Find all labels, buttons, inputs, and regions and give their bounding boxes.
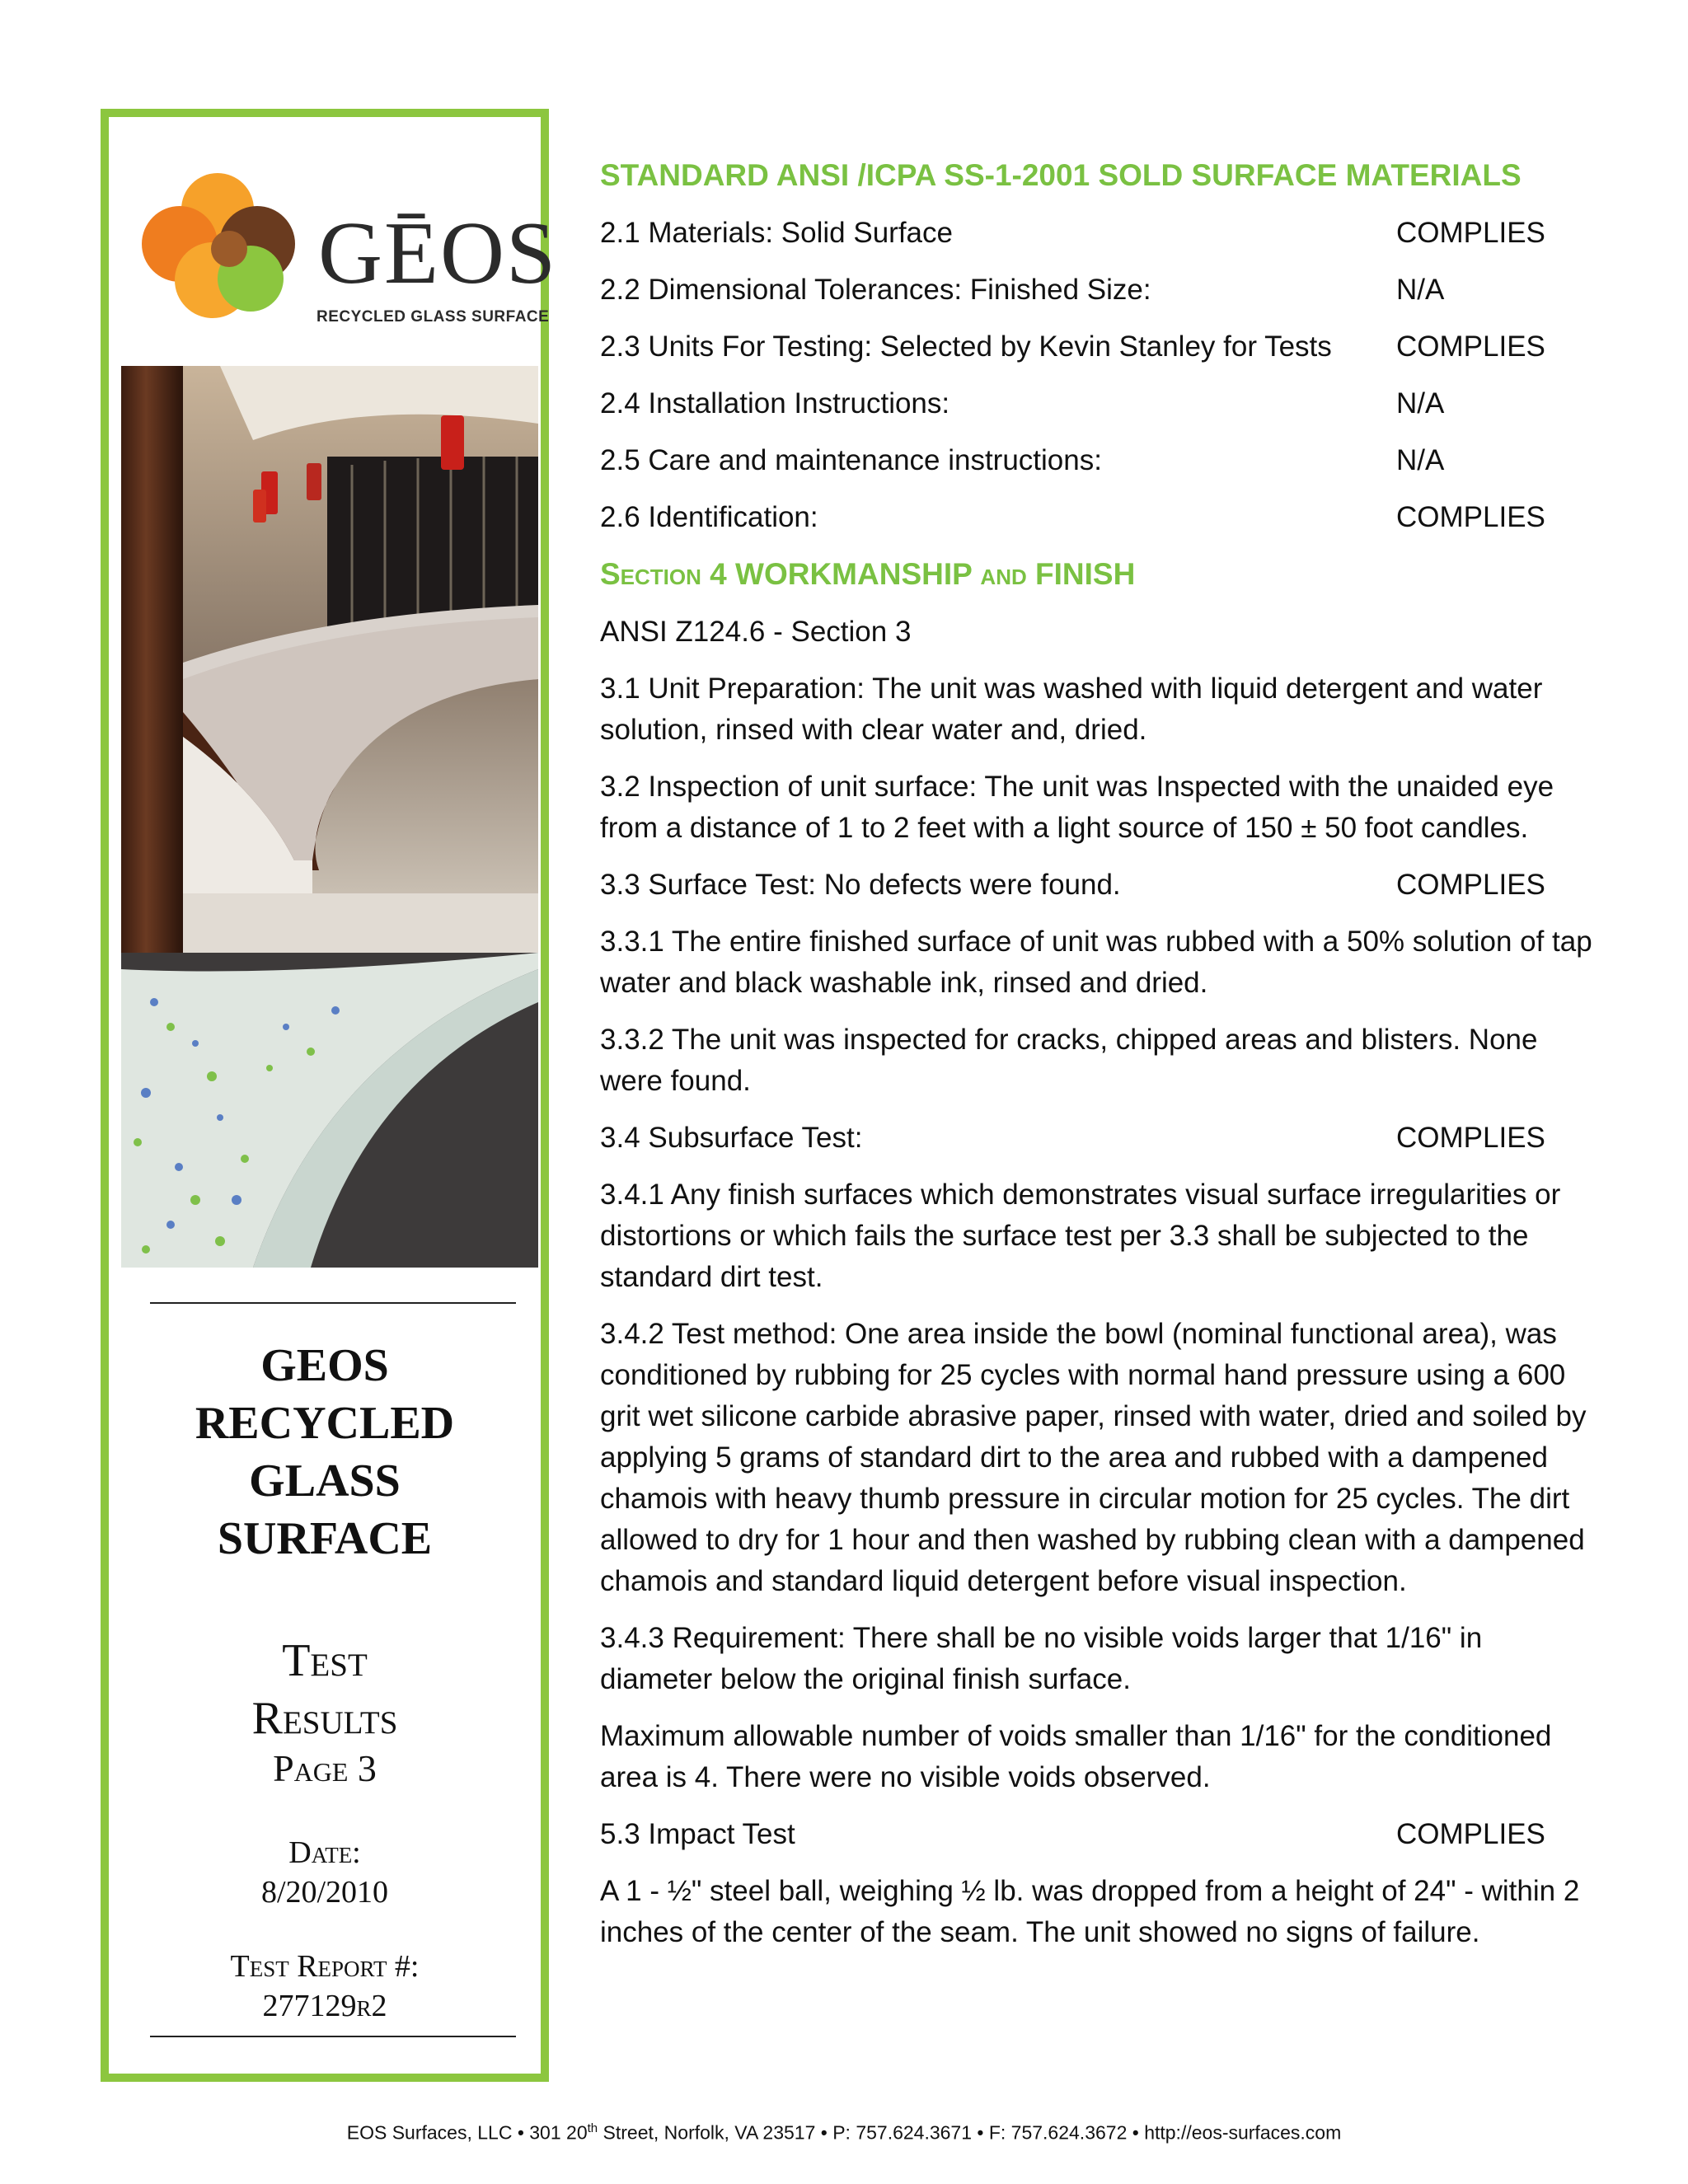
- spec-row: 2.1 Materials: Solid Surface COMPLIES: [600, 213, 1592, 254]
- sidebar-report-label: Test Report #:: [230, 1949, 420, 1984]
- spec-row: 2.5 Care and maintenance instructions: N/A: [600, 440, 1592, 481]
- spec-row-3-3: 3.3 Surface Test: No defects were found. COMPLIES: [600, 865, 1592, 906]
- result-value: COMPLIES: [1396, 1122, 1545, 1154]
- logo-wordmark: GĒOS: [318, 204, 558, 302]
- result-value: COMPLIES: [1396, 217, 1545, 249]
- result-value: COMPLIES: [1396, 501, 1545, 533]
- sidebar-report-number: 277129r2: [262, 1989, 387, 2023]
- sidebar-date-label: Date:: [288, 1835, 361, 1870]
- result-value: COMPLIES: [1396, 869, 1545, 901]
- paragraph-3-4-2: 3.4.2 Test method: One area inside the bowl (nominal functional area), was conditioned by rubbing for 25 cycles with normal hand pressure using a 600 grit wet silicone carbide abrasive paper, rinsed with water, dried and soiled by applying 5 grams of standard dirt to the area and rubbed with a dampened chamois with heavy thumb pressure in circular motion for 25 cycles. The dirt allowed to dry for 1 hour and then washed by rubbing clean with a dampened chamois and standard liquid detergent before visual inspection.: [600, 1318, 1587, 1597]
- spec-row: 2.2 Dimensional Tolerances: Finished Size: N/A: [600, 269, 1592, 311]
- ansi-reference: ANSI Z124.6 - Section 3: [600, 616, 912, 648]
- logo-tagline: RECYCLED GLASS SURFACE: [316, 308, 550, 326]
- spec-row-3-4: 3.4 Subsurface Test: COMPLIES: [600, 1118, 1592, 1159]
- paragraph-3-4-3: 3.4.3 Requirement: There shall be no visible voids larger that 1/16" in diameter below the original finish surface.: [600, 1622, 1483, 1695]
- glass-counter-closeup-photo: [121, 953, 538, 1268]
- main-content: [600, 155, 1592, 1969]
- spec-row: 2.4 Installation Instructions: N/A: [600, 383, 1592, 424]
- sidebar-page-number: Page 3: [273, 1747, 377, 1789]
- result-value: N/A: [1396, 274, 1445, 306]
- paragraph-3-1: 3.1 Unit Preparation: The unit was washed with liquid detergent and water solution, rinsed with clear water and, dried.: [600, 673, 1543, 746]
- page-footer: EOS Surfaces, LLC • 301 20th Street, Norfolk, VA 23517 • P: 757.624.3671 • F: 757.624.3672 • http://eos-surfaces.com: [346, 2121, 1342, 2144]
- bar-counter-photo: [121, 366, 538, 953]
- paragraph-3-2: 3.2 Inspection of unit surface: The unit was Inspected with the unaided eye from a distance of 1 to 2 feet with a light source of 150 ± 50 foot candles.: [600, 771, 1554, 844]
- section-heading-standard: STANDARD ANSI /ICPA SS-1-2001 SOLD SURFACE MATERIALS: [600, 158, 1522, 192]
- paragraph-3-4-1: 3.4.1 Any finish surfaces which demonstrates visual surface irregularities or distortions or which fails the surface test per 3.3 shall be subjected to the standard dirt test.: [600, 1179, 1561, 1293]
- spec-row-5-3: 5.3 Impact Test COMPLIES: [600, 1814, 1592, 1855]
- sidebar-title: GEOS RECYCLED GLASS SURFACE: [195, 1340, 455, 1564]
- result-value: N/A: [1396, 444, 1445, 476]
- spec-row: 2.3 Units For Testing: Selected by Kevin Stanley for Tests COMPLIES: [600, 326, 1592, 368]
- geos-logo: [137, 166, 558, 326]
- sidebar-test-results: Test Results: [251, 1635, 398, 1744]
- paragraph-max-voids: Maximum allowable number of voids smaller than 1/16" for the conditioned area is 4. There were no visible voids observed.: [600, 1720, 1552, 1793]
- paragraph-3-3-1: 3.3.1 The entire finished surface of unit was rubbed with a 50% solution of tap water and black washable ink, rinsed and dried.: [600, 926, 1592, 999]
- divider-bottom: [150, 2036, 516, 2037]
- section-heading-workmanship: Section 4 WORKMANSHIP and FINISH: [600, 557, 1136, 591]
- spec-row: 2.6 Identification: COMPLIES: [600, 497, 1592, 538]
- divider-top: [150, 1302, 516, 1304]
- result-value: COMPLIES: [1396, 1818, 1545, 1850]
- sidebar-date: 8/20/2010: [260, 1875, 389, 1910]
- paragraph-5-3: A 1 - ½" steel ball, weighing ½ lb. was dropped from a height of 24" - within 2 inches of the center of the seam. The unit showed no signs of failure.: [600, 1875, 1580, 1948]
- paragraph-3-3-2: 3.3.2 The unit was inspected for cracks, chipped areas and blisters. None were found.: [600, 1024, 1538, 1097]
- result-value: COMPLIES: [1396, 330, 1545, 363]
- logo-circles-icon: [137, 166, 326, 323]
- result-value: N/A: [1396, 387, 1445, 419]
- sidebar-panel: [101, 109, 558, 2082]
